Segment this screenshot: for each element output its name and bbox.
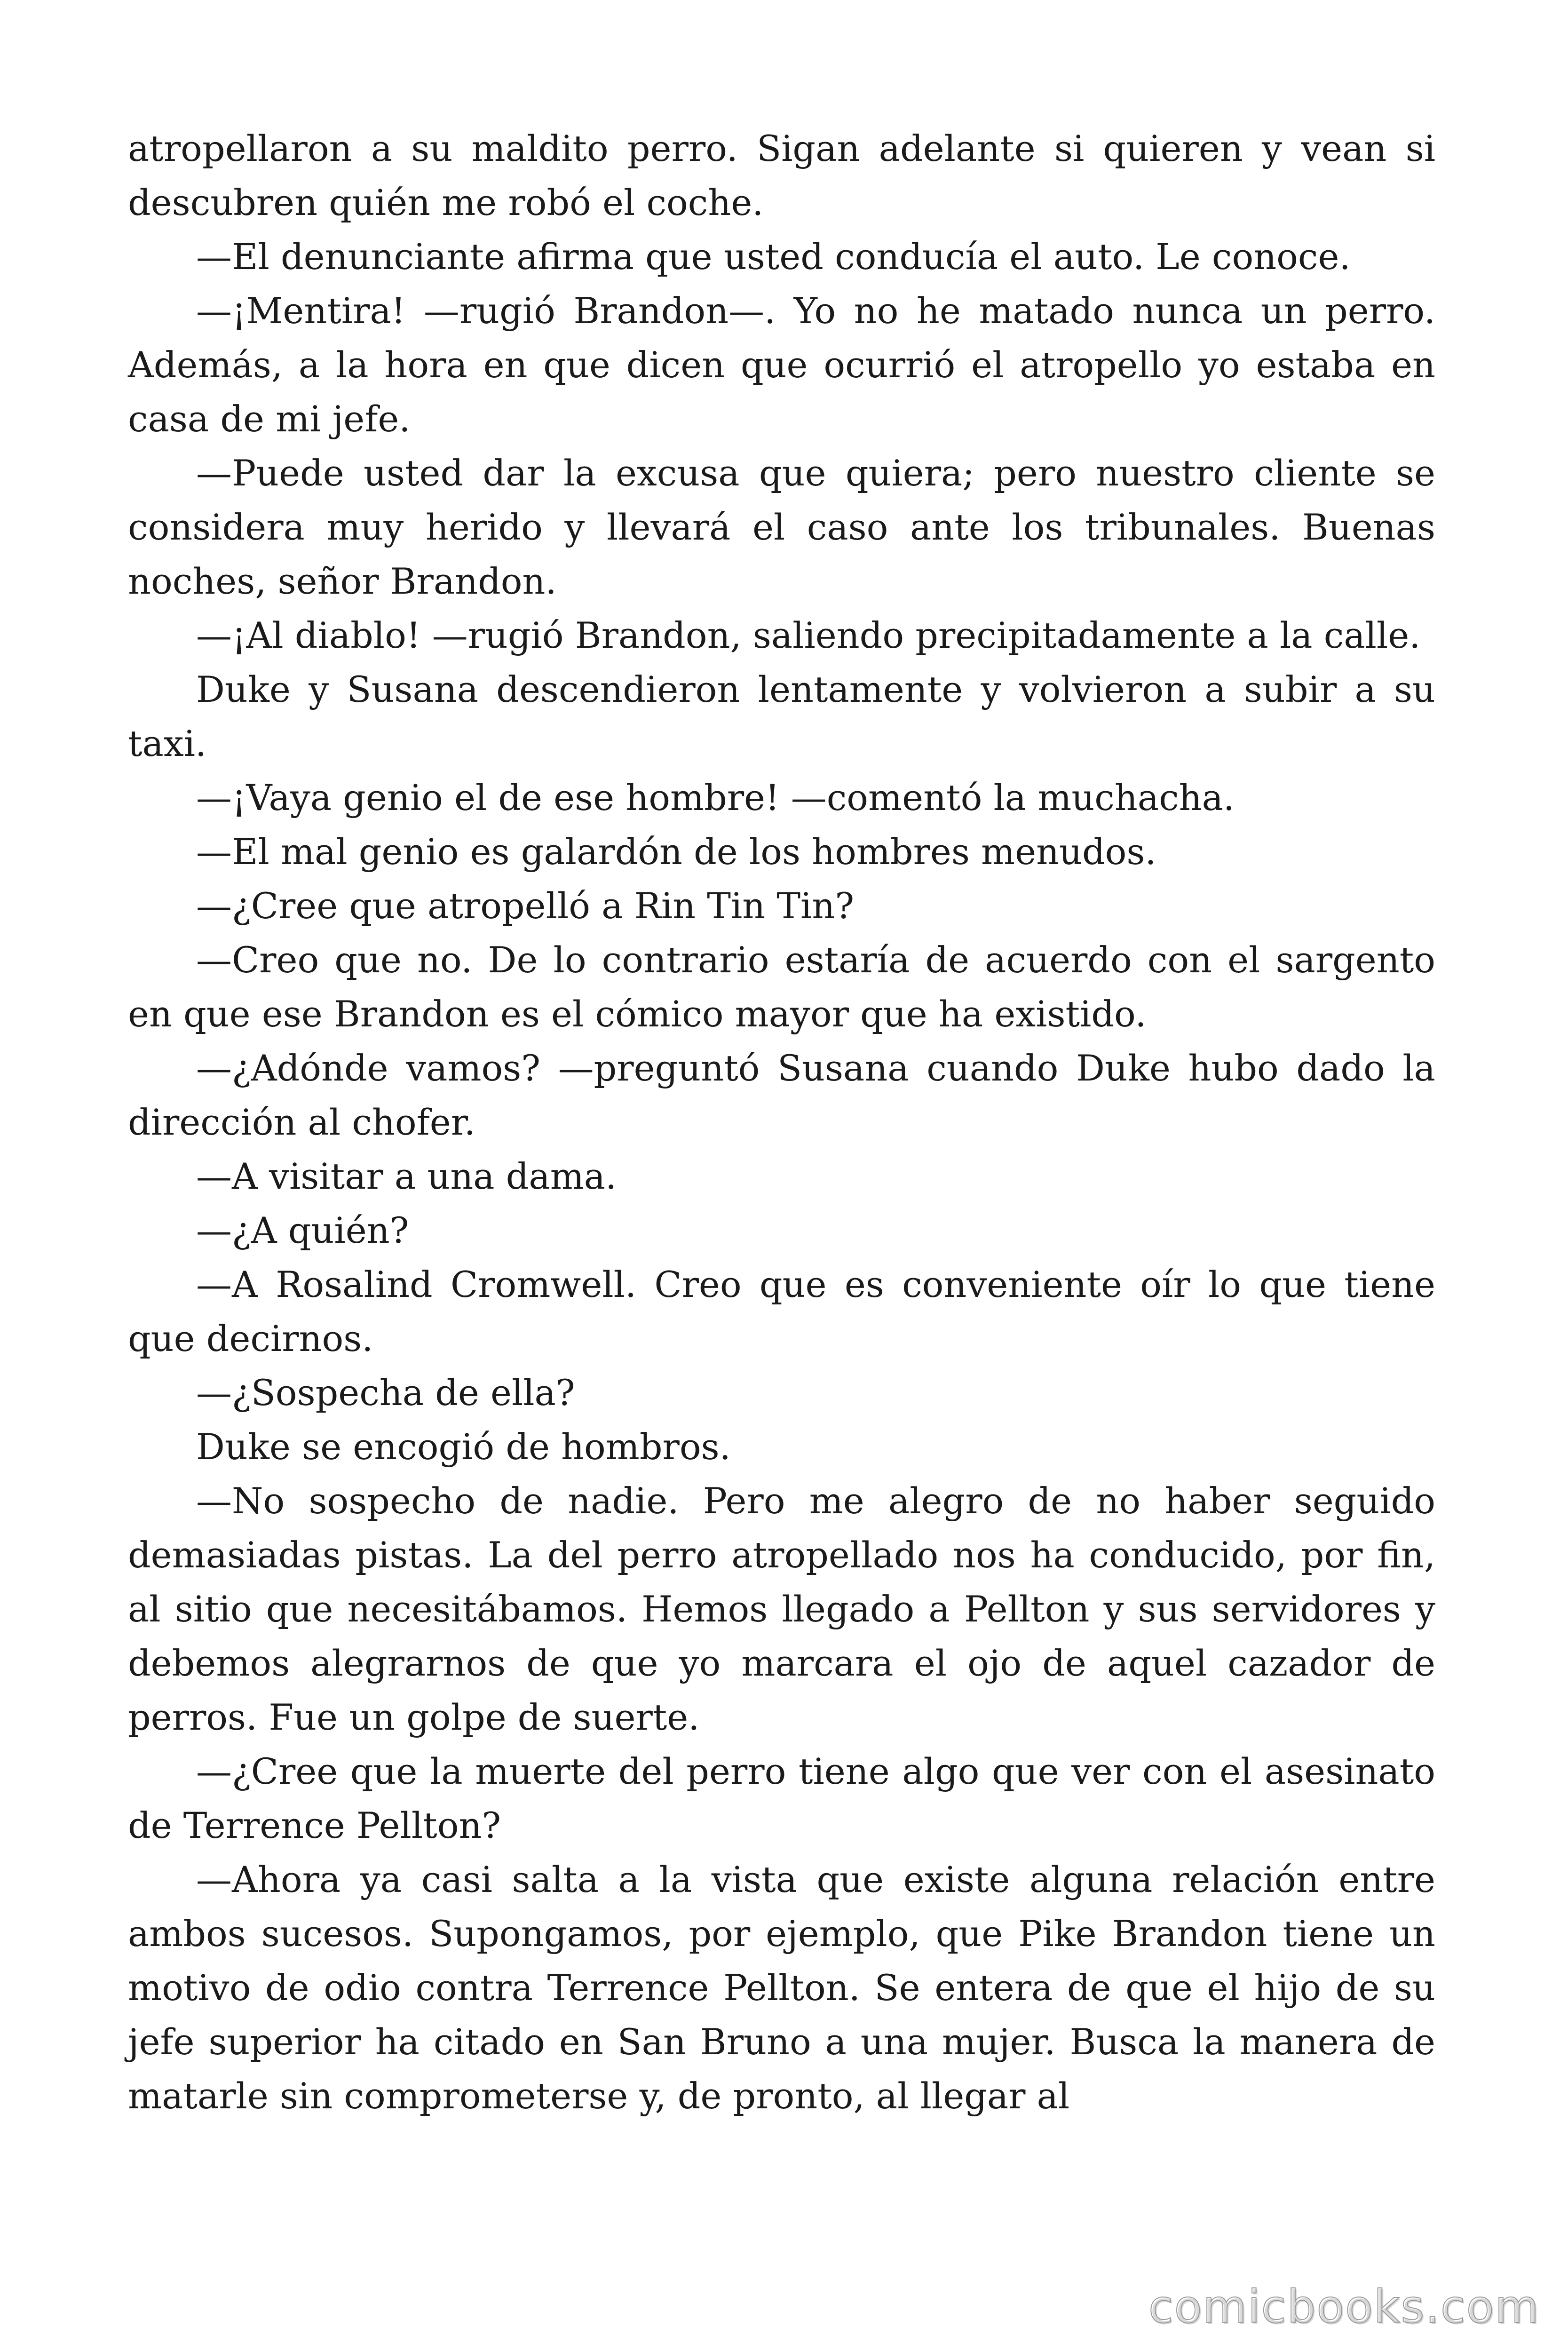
paragraph: —¿Cree que la muerte del perro tiene algo que ver con el asesinato de Terrence Pellton?	[128, 1750, 1435, 1846]
paragraph: atropellaron a su maldito perro. Sigan adelante si quieren y vean si descubren quién me robó el coche.	[128, 127, 1435, 223]
paragraph: —El denunciante afirma que usted conducía el auto. Le conoce.	[196, 236, 1351, 278]
paragraph: —¡Al diablo! —rugió Brandon, saliendo precipitadamente a la calle.	[196, 614, 1421, 656]
paragraph: —A visitar a una dama.	[196, 1155, 617, 1197]
paragraph: —Ahora ya casi salta a la vista que existe alguna relación entre ambos sucesos. Supongamos, por ejemplo, que Pike Brandon tiene un motivo de odio contra Terrence Pellton. Se entera de que el hijo de su jefe superior ha citado en San Bruno a una mujer. Busca la manera de matarle sin comprometerse y, de pronto, al llegar al	[128, 1859, 1435, 2117]
paragraph: —¡Mentira! —rugió Brandon—. Yo no he matado nunca un perro. Además, a la hora en que dicen que ocurrió el atropello yo estaba en casa de mi jefe.	[128, 290, 1435, 440]
paragraph: —¿Cree que atropelló a Rin Tin Tin?	[196, 885, 855, 927]
paragraph: —¡Vaya genio el de ese hombre! —comentó la muchacha.	[196, 777, 1235, 818]
watermark: comicbooks.com	[1148, 2280, 1540, 2333]
paragraph: Duke se encogió de hombros.	[196, 1426, 731, 1468]
paragraph: Duke y Susana descendieron lentamente y volvieron a subir a su taxi.	[128, 668, 1435, 764]
body-text	[128, 121, 1435, 2123]
paragraph: —Creo que no. De lo contrario estaría de acuerdo con el sargento en que ese Brandon es el cómico mayor que ha existido.	[128, 939, 1435, 1035]
paragraph: —El mal genio es galardón de los hombres menudos.	[196, 831, 1156, 873]
paragraph: —¿Sospecha de ella?	[196, 1372, 575, 1414]
paragraph: —¿Adónde vamos? —preguntó Susana cuando Duke hubo dado la dirección al chofer.	[128, 1047, 1435, 1143]
paragraph: —A Rosalind Cromwell. Creo que es conveniente oír lo que tiene que decirnos.	[128, 1263, 1435, 1359]
paragraph: —No sospecho de nadie. Pero me alegro de no haber seguido demasiadas pistas. La del perro atropellado nos ha conducido, por fin, al sitio que necesitábamos. Hemos llegado a Pellton y sus servidores y debemos alegrarnos de que yo marcara el ojo de aquel cazador de perros. Fue un golpe de suerte.	[128, 1480, 1435, 1738]
paragraph: —Puede usted dar la excusa que quiera; pero nuestro cliente se considera muy herido y llevará el caso ante los tribunales. Buenas noches, señor Brandon.	[128, 452, 1435, 602]
paragraph: —¿A quién?	[196, 1209, 409, 1251]
